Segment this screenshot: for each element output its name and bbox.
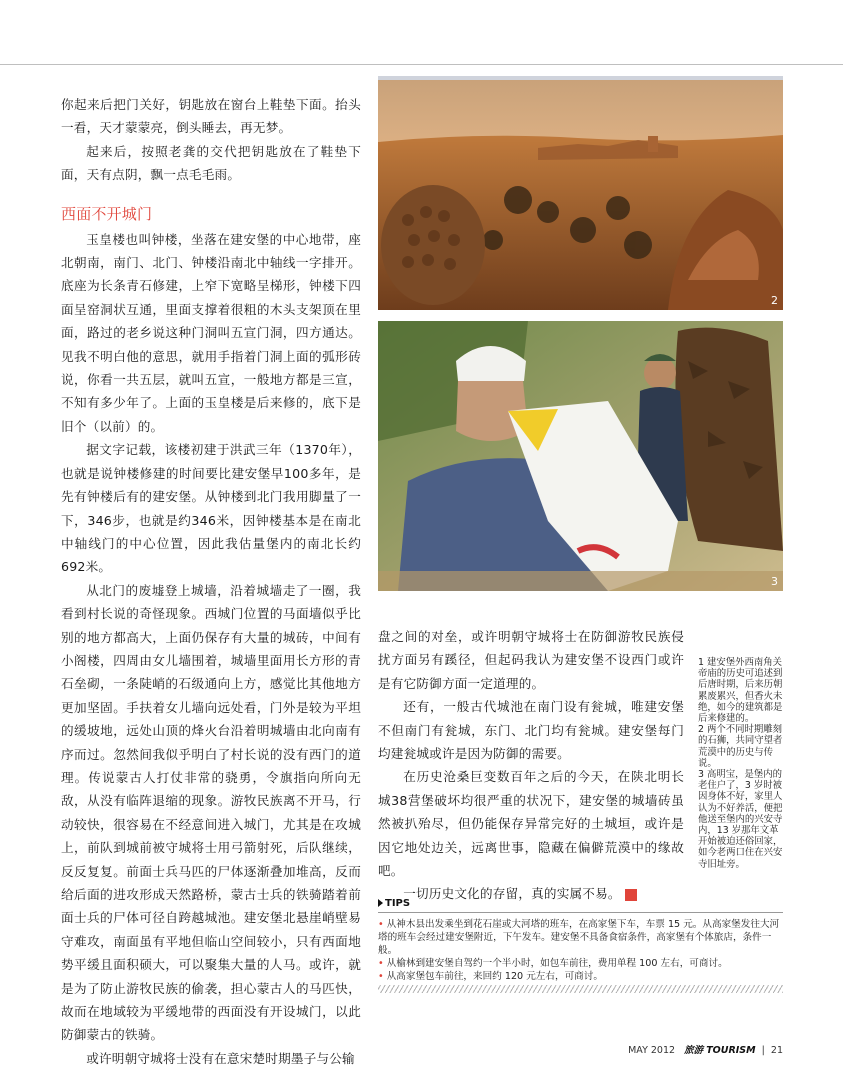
- paragraph: 你起来后把门关好，钥匙放在窗台上鞋垫下面。抬头一看，天才蒙蒙亮，倒头睡去，再无梦。: [61, 97, 361, 136]
- paragraph: 或许明朝守城将士没有在意宋楚时期墨子与公输: [86, 1050, 355, 1066]
- tips-label: [378, 898, 783, 909]
- paragraph: 还有，一般古代城池在南门设有瓮城，唯建安堡不但南门有瓮城，东门、北门均有瓮城。建安堡每门均建瓮城或许是因为防御的需要。: [378, 699, 684, 762]
- footer-separator: |: [761, 1045, 765, 1056]
- photo-number: 3: [771, 575, 778, 588]
- issue-date: MAY 2012: [628, 1045, 676, 1056]
- tips-label-text: TIPS: [385, 898, 411, 909]
- magazine-logo-cn: 旅游: [684, 1045, 704, 1056]
- paragraph: 据文字记载，该楼初建于洪武三年（1370年），也就是说钟楼修建的时间要比建安堡早100多年，是先有钟楼后有的建安堡。从钟楼到北门我用脚量了一下，346步，也就是约346米，因钟楼基本是在南北中轴线门的中心位置，因此我估量堡内的南北长约692米。: [61, 442, 361, 575]
- paragraph: 玉皇楼也叫钟楼，坐落在建安堡的中心地带，座北朝南，南门、北门、钟楼沿南北中轴线一字排开。底座为长条青石修建，上窄下宽略呈梯形，钟楼下四面呈窑洞状互通，里面支撑着很粗的木头支架顶在里面，路过的老乡说这种门洞叫五宣门洞，四方通达。见我不明白他的意思，就用手指着门洞上面的弧形砖说，你看一共五层，就叫五宣，一般地方都是三宣，不知有多少年了。上面的玉皇楼是后来修的，底下是旧个（以前）的。: [61, 231, 361, 434]
- page-footer: [628, 1042, 783, 1056]
- photo-landscape: [378, 80, 783, 310]
- hatch-divider: [378, 985, 783, 993]
- top-rule: [0, 64, 843, 65]
- page-number: 21: [770, 1045, 783, 1056]
- tips-list: [378, 918, 783, 983]
- triangle-icon: [378, 899, 383, 907]
- landscape-image: [378, 80, 783, 310]
- tip-item: • 从榆林到建安堡自驾约一个半小时，如包车前往，费用单程 100 左右，可商讨。: [378, 957, 783, 970]
- tips-box: [378, 898, 783, 983]
- photo-captions: [698, 657, 786, 870]
- photo-portrait: [378, 321, 783, 591]
- caption: 3 高明宝，是堡内的老住户了，3 岁时被因身体不好，家里人认为不好养活，便把他送至堡内的兴安寺内，13 岁那年文革开始被迫还俗回家，如今老两口住在兴安寺旧址旁。: [698, 769, 783, 870]
- paragraph: 起来后，按照老龚的交代把钥匙放在了鞋垫下面，天有点阴，飘一点毛毛雨。: [61, 143, 361, 183]
- paragraph: 在历史沧桑巨变数百年之后的今天，在陕北明长城38营堡破坏均很严重的状况下，建安堡的城墙砖虽然被扒殆尽，但仍能保存异常完好的土城垣，或许是因它地处边关，远离世事，隐藏在偏僻荒漠中的缘故吧。: [378, 769, 684, 879]
- magazine-logo-en: TOURISM: [706, 1045, 756, 1056]
- section-heading: 西面不开城门: [61, 204, 153, 223]
- tip-item: • 从神木县出发乘坐到花石崖或大河塔的班车，在高家堡下车，车票 15 元。从高家堡发往大河塔的班车会经过建安堡附近，下午发车。建安堡不具备食宿条件，高家堡有个体旅店，条件一般。: [378, 918, 783, 957]
- right-column: [378, 625, 684, 906]
- left-column: [61, 93, 361, 1070]
- end-mark-icon: 旅: [625, 889, 637, 901]
- caption: 1 建安堡外西南角关帝庙的历史可追述到后唐时期，后来历朝累废累兴，但香火未绝，如今的建筑都是后来修建的。: [698, 657, 783, 725]
- portrait-image: [378, 321, 783, 591]
- caption: 2 两个不同时期雕刻的石狮，共同守望者荒漠中的历史与传说。: [698, 724, 783, 769]
- paragraph: 盘之间的对垒，或许明朝守城将士在防御游牧民族侵扰方面另有蹊径，但起码我认为建安堡不设西门或许是有它防御方面一定道理的。: [378, 629, 684, 691]
- paragraph: 从北门的废墟登上城墙，沿着城墙走了一圈，我看到村长说的奇怪现象。西城门位置的马面墙似乎比别的地方都高大，上面仍保存有大量的城砖，中间有小阁楼，四周由女儿墙围着，城墙里面用长方形的青石垒砌，一条陡峭的石级通向上方，感觉比其他地方更加坚固。手扶着女儿墙向远处看，门外是较为平坦的缓坡地，远处山顶的烽火台沿着明城墙由北向南有序而过。忽然间我似乎明白了村长说的没有西门的道理。传说蒙古人打仗非常的骁勇，令旗指向所向无敌，从没有临阵退缩的现象。游牧民族离不开马，行动较快，很容易在不经意间进入城门，尤其是在攻城上，前队到城前被守城将士用弓箭射死，后队继续，反反复复。前面士兵马匹的尸体逐渐叠加堆高，反而给后面的进攻形成天然路桥，蒙古士兵的铁骑踏着前面士兵的尸体可径自跨越城池。建安堡北悬崖峭壁易守难攻，南面虽有平地但临山空间较小，只有西面地势平缓且面积硕大，可以聚集大量的人马。或许，就是为了防止游牧民族的偷袭，担心蒙古人的马匹快，故而在地域较为平缓地带的西面没有开设城门，以此防御蒙古的铁骑。: [61, 582, 361, 1043]
- tips-divider: [378, 912, 783, 913]
- photo-number: 2: [771, 294, 778, 307]
- tip-item: • 从高家堡包车前往，来回约 120 元左右，可商讨。: [378, 970, 783, 983]
- closing-sentence: 一切历史文化的存留，真的实属不易。: [403, 886, 621, 902]
